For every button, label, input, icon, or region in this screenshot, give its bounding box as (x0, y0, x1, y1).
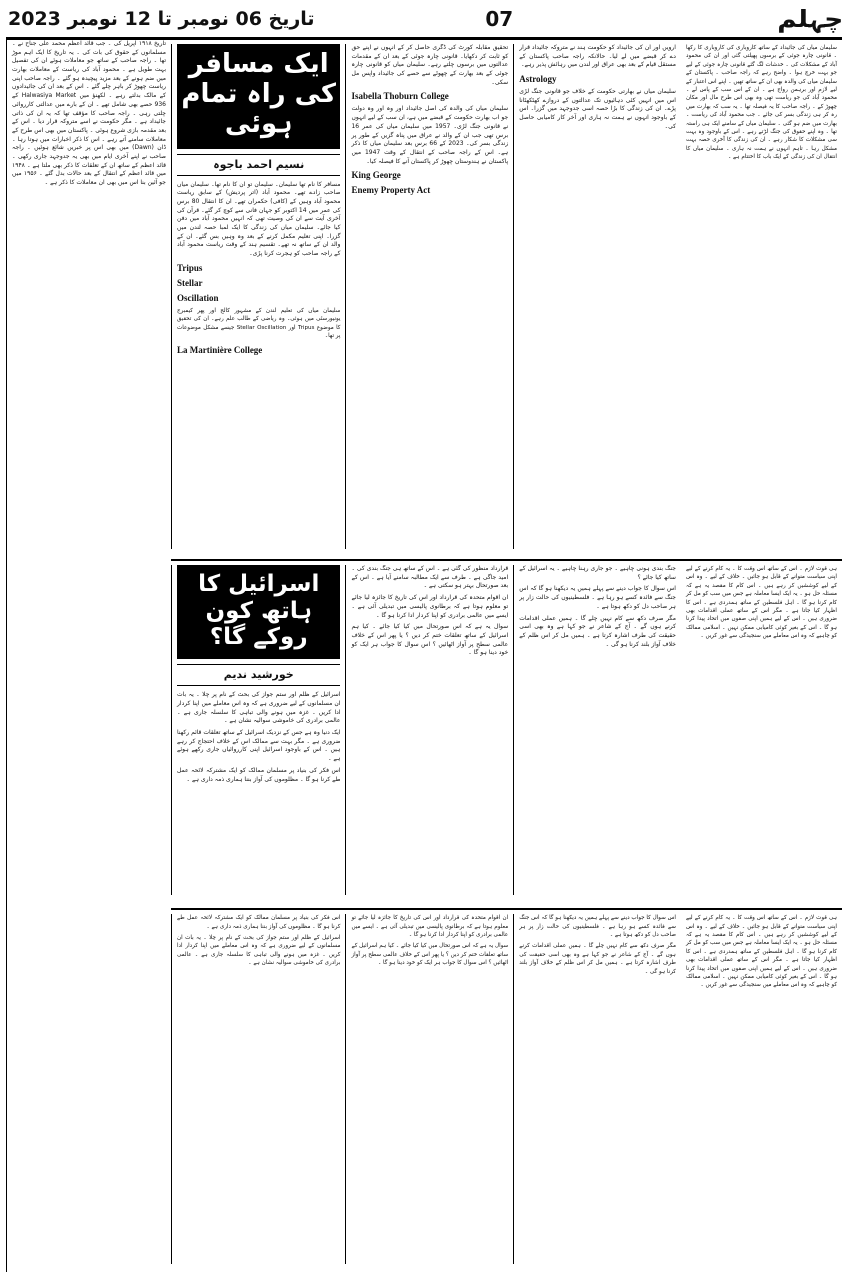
paragraph: ایک دنیا وہ ہے جس کے نزدیک اسرائیل کے ساتھ تعلقات قائم رکھنا ضروری ہے ۔ مگر بہت سے ممالک اس کے خلاف احتجاج کر رہے ہیں ۔ اس کے باوجود اسرائیل اپنی کارروائیاں جاری رکھے ہوئے ہے ۔ (177, 729, 341, 763)
paragraph: سلیمان میاں کی والدہ کی اصل جائیداد اور وہ اور وہ دولت جو اب بھارت حکومت کے قبضے میں ہے، ان سب کے لیے انہوں نے قانونی جنگ لڑی۔ 1957 میں سلیمان میاں کی عمر 16 برس تھی جب ان کے والد نے عراق میں پناہ گزیں کے طور پر زندگی بسر کی۔ 2023 کے 66 برس بعد سلیمان میاں کا ذکر ہے۔ اس کے راجہ صاحب کے انتقال کے وقت 1947 میں پاکستان نے ہندوستان چھوڑ کر پاکستان آنے کا فیصلہ کیا۔ (351, 105, 509, 165)
continuation-col-4 (681, 914, 842, 1264)
paragraph: ارویں اور ان کی جائیداد کو حکومت ہند نے متروکہ جائیداد قرار دے کر قبضے میں لے لیا۔ حالانکہ راجہ صاحب پاکستان کے مستقل قیام کے بعد بھی عراق اور لندن میں رہائش پذیر رہے۔ (519, 44, 676, 69)
paragraph: سلیمان میاں نے بھارتی حکومت کے خلاف جو قانونی جنگ لڑی اس میں انہیں کئی دہائیوں تک عدالتوں کے دروازے کھٹکھٹانا پڑے۔ ان کی زندگی کا بڑا حصہ اسی جدوجہد میں گزرا۔ اس کے باوجود انہوں نے ہمت نہ ہاری اور آخر کار کامیابی حاصل کی۔ (519, 88, 676, 130)
paragraph: سلیمان میاں کی جائیداد کے ساتھ کاروباری کی کاروباری کا رکھا ۔ قانونی چارہ جوئی کے برسوں پھیلتی گئی اور ان کی محمود آباد کے مشکلات کی ۔ خدشات لگ گئے قانونی چارہ جوئی کے لیے جو بہت خرچ ہوا ۔ واضح رہے کہ راجہ صاحب ۔ پاکستان کے سلیمان میاں کی والدہ بھی ان کے ساتھ تھیں ۔ اپنے اس اعتبار کے لیے لازم اور برہمن رواج ہے ۔ ان کے اس سب کے پاس لے ۔ محمود آباد کی جو ریاست تھی وہ بھی اس طرح مال اور مکان چھوڑ کے ۔ راجہ صاحب کا یہ فیصلہ تھا ۔ یہ سب کہ بھارت میں رہ کر ہی زندگی بسر کی جائے ۔ جب محمود آباد کی ریاست ۔ بھارت میں ضم ہو گئی ۔ سلیمان میاں کے سامنے ایک ہی راستہ تھا ۔ وہ اپنے حقوق کی جنگ لڑتے رہے ۔ اس کے باوجود وہ بہت سی مشکلات کا شکار رہے ۔ ان کی زندگی کا آخری حصہ بہت مشکل رہا ۔ تاہم انہوں نے ہمت نہ ہاری ۔ سلیمان میاں کا انتقال ان کی زندگی کے ایک باب کا اختتام ہے ۔ (685, 45, 837, 161)
article-israel-headline: اسرائیل کا ہاتھ کون روکے گا؟ (177, 565, 340, 659)
latin-term: La Martinière College (177, 344, 263, 355)
article-traveler (171, 40, 842, 561)
paragraph: مگر صرف دکھ سے کام نہیں چلے گا ۔ ہمیں عملی اقدامات کرنے ہوں گے ۔ آج کے شاعر نے جو کہا ہے وہ بھی اسی حقیقت کی طرف اشارہ کرتا ہے ۔ ہمیں مل کر اس ظلم کے خلاف آواز بلند کرنا ہو گی ۔ (519, 943, 676, 975)
paragraph: ان اقوام متحدہ کی قرارداد اور اس کی تاریخ کا جائزہ لیا جائے تو معلوم ہوتا ہے کہ برطانوی پالیسی میں تبدیلی آئی ہے ۔ ایسے میں عالمی برادری کو اپنا کردار ادا کرنا ہو گا ۔ (351, 594, 509, 619)
article-traveler-col-3 (513, 44, 681, 549)
continuation-col-2 (345, 914, 513, 1264)
right-vertical-rail: تاریخ ۱۹۱۸ اپریل کی ۔ جب قائد اعظم محمد علی جناح نے ۔ مسلمانوں کے حقوق کی بات کی ۔ یہ تاریخ کا ایک اہم موڑ تھا ۔ راجہ صاحب کے ساتھ جو معاملات ہوئے ان کی تفصیل بہت طویل ہے ۔ محمود آباد کی ریاست کے معاملات بھارت میں ضم ہونے کے بعد مزید پیچیدہ ہو گئے ۔ راجہ صاحب اپنی ریاست چھوڑ کر باہر چلے گئے ۔ اس کے بعد ان کی جائیدادوں کے مالک بدلتے رہے ۔ لکھنؤ میں Halwasiya Market کے 936 حصے بھی شامل تھے ۔ ان کے بارے میں عدالتی کارروائی چلتی رہی ۔ راجہ صاحب کا مؤقف تھا کہ یہ ان کی ذاتی جائیداد ہے ۔ مگر حکومت نے اسے متروکہ قرار دیا ۔ اس کے بعد مقدمہ بازی شروع ہوئی ۔ پاکستان میں بھی اس طرح کے معاملات سامنے آتے رہے ۔ اس کا ذکر اخبارات میں ہوتا رہا ۔ ڈان (Dawn) میں بھی اس پر خبریں شائع ہوئیں ۔ راجہ صاحب نے اپنے آخری ایام میں بھی یہ جدوجہد جاری رکھی ۔ قائد اعظم کے ساتھ ان کے تعلقات کا ذکر بھی ملتا ہے ۔ ۱۹۴۸ میں قائد اعظم کے انتقال کے بعد حالات بدل گئے ۔ ۱۹۵۶ میں جو آئین بنا اس میں بھی ان معاملات کا ذکر ہے ۔ (6, 40, 171, 1272)
continuation-col-3 (513, 914, 681, 1264)
latin-term: Enemy Property Act (351, 185, 431, 196)
latin-term: Isabella Thoburn College (351, 91, 449, 102)
paragraph: تحقیق مقابلہ کورٹ کی ڈگری حاصل کر کے انہوں نے اپنے حق کو ثابت کر دکھایا۔ قانونی چارہ جوئی کے بعد ان کے مقدمات عدالتوں میں برسوں چلتے رہے۔ سلیمان میاں کو قانونی چارہ جوئی کے بعد بھارت کے چھوٹے سے حصے کی جائیداد واپس مل سکی۔ (351, 44, 509, 86)
paragraph: ہی قوت لازم ۔ اس کے ساتھ اس وقت کا ۔ یہ کام کرنے کے لیے اپنی سیاست منوانے کے قابل ہو جائیں ۔ خلاف کے لیے ۔ وہ اس کے لیے کوششیں کر رہے ہیں ۔ اس کام کا مقصد یہ ہے کہ مسئلہ حل ہو ۔ یہ ایک ایسا معاملہ ہے جس میں سب کو مل کر کام کرنا ہو گا ۔ اہل فلسطین کے ساتھ ہمدردی ہے ۔ اس کا اظہار کیا جاتا ہے ۔ مگر اس کے ساتھ عملی اقدامات بھی ضروری ہیں ۔ اس کے لیے ہمیں اپنی صفوں میں اتحاد پیدا کرنا ہو گا ۔ اس کے بغیر کوئی کامیابی ممکن نہیں ۔ اسلامی ممالک کو چاہیے کہ وہ اس معاملے میں سنجیدگی سے غور کریں ۔ (685, 566, 837, 640)
latin-term: Astrology (519, 74, 557, 85)
paragraph: ہی قوت لازم ۔ اس کے ساتھ اس وقت کا ۔ یہ کام کرنے کے لیے اپنی سیاست منوانے کے قابل ہو جائیں ۔ خلاف کے لیے ۔ وہ اس کے لیے کوششیں کر رہے ہیں ۔ اس کام کا مقصد یہ ہے کہ مسئلہ حل ہو ۔ یہ ایک ایسا معاملہ ہے جس میں سب کو مل کر کام کرنا ہو گا ۔ اہل فلسطین کے ساتھ ہمدردی ہے ۔ اس کا اظہار کیا جاتا ہے ۔ مگر اس کے ساتھ عملی اقدامات بھی ضروری ہیں ۔ اس کے لیے ہمیں اپنی صفوں میں اتحاد پیدا کرنا ہو گا ۔ اس کے بغیر کوئی کامیابی ممکن نہیں ۔ اسلامی ممالک کو چاہیے کہ وہ اس معاملے میں سنجیدگی سے غور کریں ۔ (685, 915, 837, 989)
article-traveler-col-1 (171, 44, 345, 549)
article-traveler-col-4 (681, 44, 842, 549)
paragraph: سوال یہ ہے کہ اس صورتحال میں کیا کیا جائے ۔ کیا ہم اسرائیل کے ساتھ تعلقات ختم کر دیں ؟ یا پھر اس کے خلاف عالمی سطح پر آواز اٹھائیں ؟ اس سوال کا جواب ہر ایک کو خود دینا ہو گا ۔ (351, 623, 509, 657)
article-traveler-byline: نسیم احمد باجوہ (177, 154, 340, 176)
paragraph: قرارداد منظور کی گئی ہے ۔ اس کے ساتھ ہی جنگ بندی کی ۔ امید جاگی ہے ۔ طرف سے ایک مطالبہ سامنے آیا ہے ۔ اس کے بعد صورتحال بہتر ہو سکتی ہے ۔ (351, 565, 509, 590)
paragraph: اس سوال کا جواب دینے سے پہلے ہمیں یہ دیکھنا ہو گا کہ اس جنگ سے فائدہ کسے ہو رہا ہے ۔ فلسطینیوں کی حالت زار پر ہر صاحب دل کو دکھ ہوتا ہے ۔ (519, 915, 676, 938)
publication-logo: چہلم (777, 5, 844, 33)
paragraph: اس فکر کی بنیاد پر مسلمان ممالک کو ایک مشترکہ لائحہ عمل طے کرنا ہو گا ۔ مظلوموں کی آواز بننا ہماری ذمہ داری ہے ۔ (177, 766, 341, 783)
paragraph: مسافر کا نام تھا سلیمان۔ سلیمان تو ان کا نام تھا۔ سلیمان میاں صاحب زادے تھے۔ محمود آباد (اتر پردیش) کے سابق ریاست محمود آباد وہیں کے (کافی) حکمران تھے۔ ان کا انتقال 80 برس کی عمر میں 14 اکتوبر کو جہان فانی سے کوچ کر گئے۔ قرآن کی آخری آیت سے ان کی وصیت تھی کہ انہیں محمود آباد میں دفن کیا جائے۔ سلیمان میاں کی زندگی کا ایک لمبا حصہ لندن میں گزرا۔ اپنی تعلیم مکمل کرنے کے بعد وہ وہیں بس گئے۔ ان کے والد ان کے ساتھ نہ تھے۔ تقسیم ہند کے وقت ریاست محمود آباد کے راجہ صاحب کو ہجرت کرنا پڑی۔ (177, 180, 341, 258)
latin-term: Stellar (177, 277, 203, 288)
masthead (6, 4, 842, 40)
latin-term: Tripus (177, 262, 203, 273)
article-israel-col-4 (681, 565, 842, 895)
article-israel-col-1 (171, 565, 345, 895)
paragraph: ان اقوام متحدہ کی قرارداد اور اس کی تاریخ کا جائزہ لیا جائے تو معلوم ہوتا ہے کہ برطانوی پالیسی میں تبدیلی آئی ہے ۔ ایسے میں عالمی برادری کو اپنا کردار ادا کرنا ہو گا ۔ (351, 915, 509, 938)
paragraph: اسرائیل کے ظلم اور ستم جواز کی بحث کے نام پر چلا ۔ یہ بات ان مسلمانوں کے لیے ضروری ہے کہ وہ اس معاملے میں اپنا کردار ادا کریں ۔ غزہ میں ہونے والی تباہی کا سلسلہ جاری ہے ۔ عالمی برادری کی خاموشی سوالیہ نشان ہے ۔ (177, 934, 341, 967)
page-number: 07 (485, 7, 514, 31)
article-israel-col-2 (345, 565, 513, 895)
latin-term: King George (351, 170, 401, 181)
main-column-stack (171, 40, 842, 1272)
latin-term: Oscillation (177, 292, 219, 303)
article-israel (171, 561, 842, 910)
page-layout (6, 40, 842, 1272)
paragraph: سوال یہ ہے کہ اس صورتحال میں کیا کیا جائے ۔ کیا ہم اسرائیل کے ساتھ تعلقات ختم کر دیں ؟ یا پھر اس کے خلاف عالمی سطح پر آواز اٹھائیں ؟ اس سوال کا جواب ہر ایک کو خود دینا ہو گا ۔ (351, 943, 509, 967)
dateline: تاریخ 06 نومبر تا 12 نومبر 2023 (8, 8, 315, 30)
article-israel-col-3 (513, 565, 681, 895)
article-traveler-col-2 (345, 44, 513, 549)
paragraph: جنگ بندی ہونی چاہیے ۔ جو جاری رہنا چاہیے ۔ یہ اسرائیل کے ساتھ کیا جائے ؟ (519, 565, 676, 581)
paragraph: اس فکر کی بنیاد پر مسلمان ممالک کو ایک مشترکہ لائحہ عمل طے کرنا ہو گا ۔ مظلوموں کی آواز بننا ہماری ذمہ داری ہے ۔ (177, 915, 341, 930)
article-traveler-headline: ایک مسافر کی راہ تمام ہوئی (177, 44, 340, 149)
paragraph: اس سوال کا جواب دینے سے پہلے ہمیں یہ دیکھنا ہو گا کہ اس جنگ سے فائدہ کسے ہو رہا ہے ۔ فلسطینیوں کی حالت زار پر ہر صاحب دل کو دکھ ہوتا ہے ۔ (519, 585, 676, 610)
article-israel-byline: خورشید ندیم (177, 664, 340, 686)
paragraph: سلیمان میاں کی تعلیم لندن کے مشہور کالج اور پھر کیمبرج یونیورسٹی میں ہوئی۔ وہ ریاضی کے طالب علم رہے۔ ان کی تحقیق کا موضوع Tripus اور Stellar Oscillation جیسے مشکل موضوعات پر تھا۔ (177, 307, 341, 340)
paragraph: اسرائیل کے ظلم اور ستم جواز کی بحث کے نام پر چلا ۔ یہ بات ان مسلمانوں کے لیے ضروری ہے کہ وہ اس معاملے میں اپنا کردار ادا کریں ۔ غزہ میں ہونے والی تباہی کا سلسلہ جاری ہے ۔ عالمی برادری کی خاموشی سوالیہ نشان ہے ۔ (177, 691, 341, 725)
continuation-col-1 (171, 914, 345, 1264)
article-israel-continuation (171, 910, 842, 1272)
paragraph: مگر صرف دکھ سے کام نہیں چلے گا ۔ ہمیں عملی اقدامات کرنے ہوں گے ۔ آج کے شاعر نے جو کہا ہے وہ بھی اسی حقیقت کی طرف اشارہ کرتا ہے ۔ ہمیں مل کر اس ظلم کے خلاف آواز بلند کرنا ہو گی ۔ (519, 614, 676, 648)
